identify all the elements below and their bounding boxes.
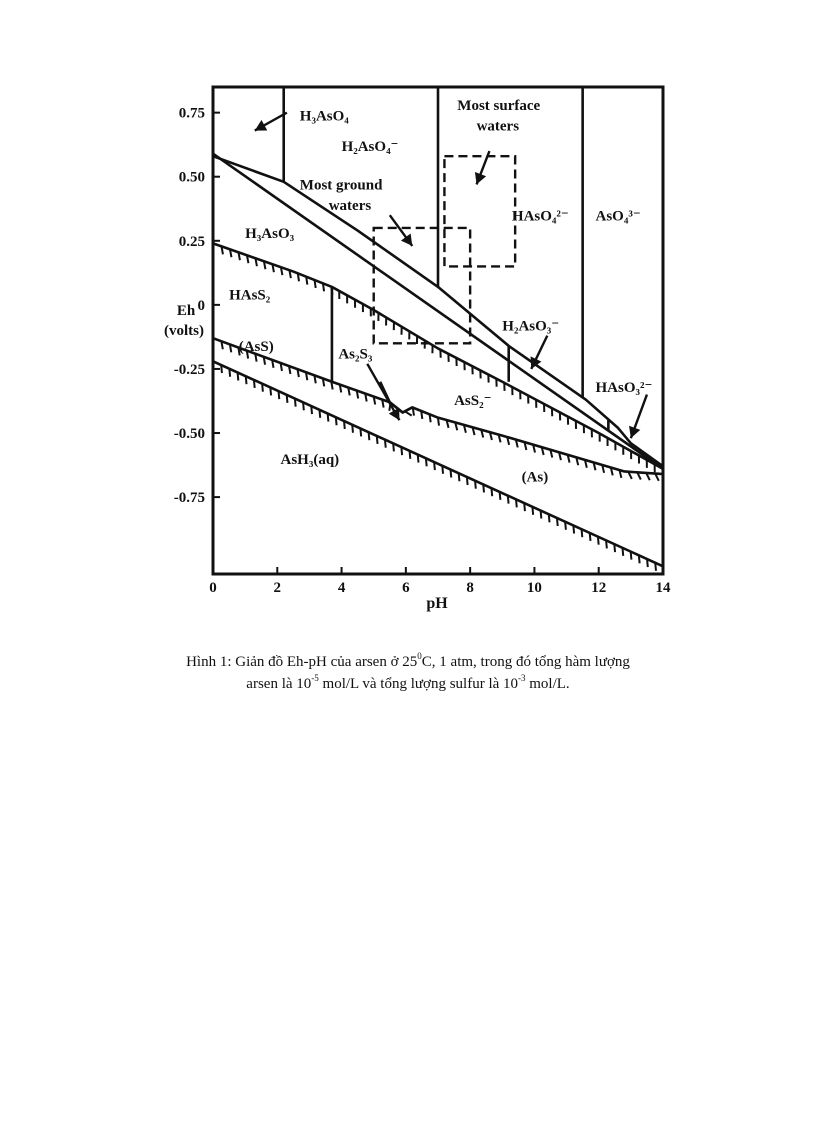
hatch-mark <box>298 369 299 377</box>
label-most-surface-waters-1: Most surface <box>457 98 541 115</box>
hatch-mark <box>508 496 509 504</box>
caption-text-tail: C, 1 atm, trong đó tổng hàm lượng <box>421 654 630 670</box>
hatch-mark <box>348 388 349 396</box>
y-tick-label: 0.50 <box>178 169 205 186</box>
caption-superscript: 0 <box>417 651 422 661</box>
hatch-mark <box>340 385 341 393</box>
caption-text-a: arsen là 10 <box>246 676 312 692</box>
hatch-mark <box>421 411 422 419</box>
most-ground-waters-region <box>374 228 470 343</box>
hatch-mark <box>557 518 558 526</box>
hatch-mark <box>331 382 332 390</box>
hatch-mark <box>311 406 312 414</box>
hatch-mark <box>306 372 307 380</box>
hatch-mark <box>549 514 550 522</box>
hatch-mark <box>426 458 427 466</box>
hatch-mark <box>270 387 271 395</box>
hatch-mark <box>500 492 501 500</box>
hatch-mark <box>238 372 239 380</box>
hatch-mark <box>442 466 443 474</box>
label-as2s3: As₂S₃ <box>338 346 373 363</box>
x-tick-label: 10 <box>526 580 542 596</box>
y-axis-unit: (volts) <box>164 323 204 339</box>
hatch-mark <box>413 408 414 416</box>
label-h2aso4: H₂AsO₄⁻ <box>341 139 399 156</box>
caption-text-c: mol/L. <box>525 676 570 692</box>
y-axis-title: Eh <box>176 303 196 319</box>
label-h3aso4: H₃AsO₄ <box>299 108 349 125</box>
hatch-mark <box>314 375 315 383</box>
label-most-ground-waters-2: waters <box>328 198 372 215</box>
hatch-mark <box>328 414 329 422</box>
hatch-mark <box>246 376 247 384</box>
label-most-ground-waters-1: Most ground <box>299 177 383 194</box>
hatch-mark <box>459 473 460 481</box>
hatch-mark <box>374 397 375 405</box>
hatch-mark <box>524 503 525 511</box>
caption-superscript-1: -5 <box>311 673 319 683</box>
hatch-mark <box>541 511 542 519</box>
x-tick-label: 2 <box>273 580 282 596</box>
caption-text-b: mol/L và tổng lượng sulfur là 10 <box>318 676 519 692</box>
y-tick-label: 0.25 <box>178 233 205 250</box>
hatch-mark <box>287 395 288 403</box>
label-as: (As) <box>521 469 549 486</box>
caption-text: Hình 1: Giản đồ Eh-pH của arsen ở 25 <box>186 654 418 670</box>
label-ass: (AsS) <box>238 339 274 356</box>
hatch-mark <box>438 418 439 426</box>
hatch-mark <box>262 384 263 392</box>
hatch-mark <box>357 391 358 399</box>
hatch-mark <box>230 344 231 352</box>
hatch-mark <box>315 280 316 288</box>
y-tick-label: -0.25 <box>173 361 205 378</box>
hatch-mark <box>614 544 615 552</box>
hatch-mark <box>221 365 222 373</box>
label-haso3: HAsO₃²⁻ <box>595 380 653 397</box>
hatch-mark <box>323 283 324 291</box>
hatch-mark <box>434 462 435 470</box>
label-aso4: AsO₄³⁻ <box>595 208 641 225</box>
hatch-mark <box>369 432 370 440</box>
x-axis-title: pH <box>426 595 448 612</box>
y-tick-label: 0 <box>197 297 205 314</box>
hatch-mark <box>401 447 402 455</box>
hatch-mark <box>221 341 222 349</box>
figure-caption-line-1 <box>120 651 696 673</box>
y-tick-label: -0.75 <box>173 490 205 507</box>
hatch-mark <box>279 391 280 399</box>
hatch-mark <box>344 421 345 429</box>
x-tick-label: 12 <box>591 580 607 596</box>
hatch-mark <box>647 559 648 567</box>
hatch-mark <box>655 563 656 571</box>
hatch-mark <box>451 469 452 477</box>
hatch-mark <box>352 425 353 433</box>
label-hass2: HAsS₂ <box>229 287 271 304</box>
hatch-mark <box>565 522 566 530</box>
hatch-mark <box>622 548 623 556</box>
hatch-mark <box>491 488 492 496</box>
y-tick-label: 0.75 <box>178 105 205 122</box>
hatch-mark <box>467 477 468 485</box>
hatch-mark <box>606 540 607 548</box>
hatch-mark <box>483 484 484 492</box>
hatch-mark <box>264 357 265 365</box>
caption-superscript-2: -3 <box>518 673 526 683</box>
hatch-mark <box>430 414 431 422</box>
figure-caption-line-2 <box>120 673 696 695</box>
hatch-mark <box>295 399 296 407</box>
hatch-mark <box>254 380 255 388</box>
hatch-mark <box>410 451 411 459</box>
hatch-mark <box>598 537 599 545</box>
hatch-mark <box>319 410 320 418</box>
hatch-mark <box>590 533 591 541</box>
x-tick-label: 6 <box>402 580 410 596</box>
ground-waters-arrow-head <box>401 233 412 245</box>
x-tick-label: 8 <box>466 580 474 596</box>
x-tick-label: 14 <box>655 580 671 596</box>
hatch-mark <box>306 277 307 285</box>
label-h2aso3: H₂AsO₃⁻ <box>502 318 560 335</box>
x-tick-label: 0 <box>209 580 217 596</box>
hatch-mark <box>393 443 394 451</box>
hatch-mark <box>573 525 574 533</box>
hatch-mark <box>377 436 378 444</box>
hatch-mark <box>639 555 640 563</box>
hatch-mark <box>475 481 476 489</box>
hatch-mark <box>418 455 419 463</box>
hatch-mark <box>516 499 517 507</box>
hatch-mark <box>272 360 273 368</box>
hatch-mark <box>336 417 337 425</box>
y-tick-label: -0.50 <box>173 426 205 443</box>
hatch-mark <box>281 363 282 371</box>
hatch-mark <box>323 378 324 386</box>
label-haso4: HAsO₄²⁻ <box>511 208 569 225</box>
hatch-mark <box>631 552 632 560</box>
hatch-mark <box>365 394 366 402</box>
label-most-surface-waters-2: waters <box>476 118 520 135</box>
hatch-mark <box>229 369 230 377</box>
label-ash3: AsH₃(aq) <box>280 451 340 468</box>
hatch-mark <box>385 440 386 448</box>
hatch-mark <box>382 400 383 408</box>
hatch-mark <box>532 507 533 515</box>
hatch-mark <box>289 366 290 374</box>
label-h3aso3: H₃AsO₃ <box>245 226 295 243</box>
hatch-mark <box>298 273 299 281</box>
hatch-mark <box>360 428 361 436</box>
x-tick-label: 4 <box>337 580 346 596</box>
hatch-mark <box>303 402 304 410</box>
hatch-mark <box>582 529 583 537</box>
label-ass2: AsS₂⁻ <box>454 392 492 409</box>
